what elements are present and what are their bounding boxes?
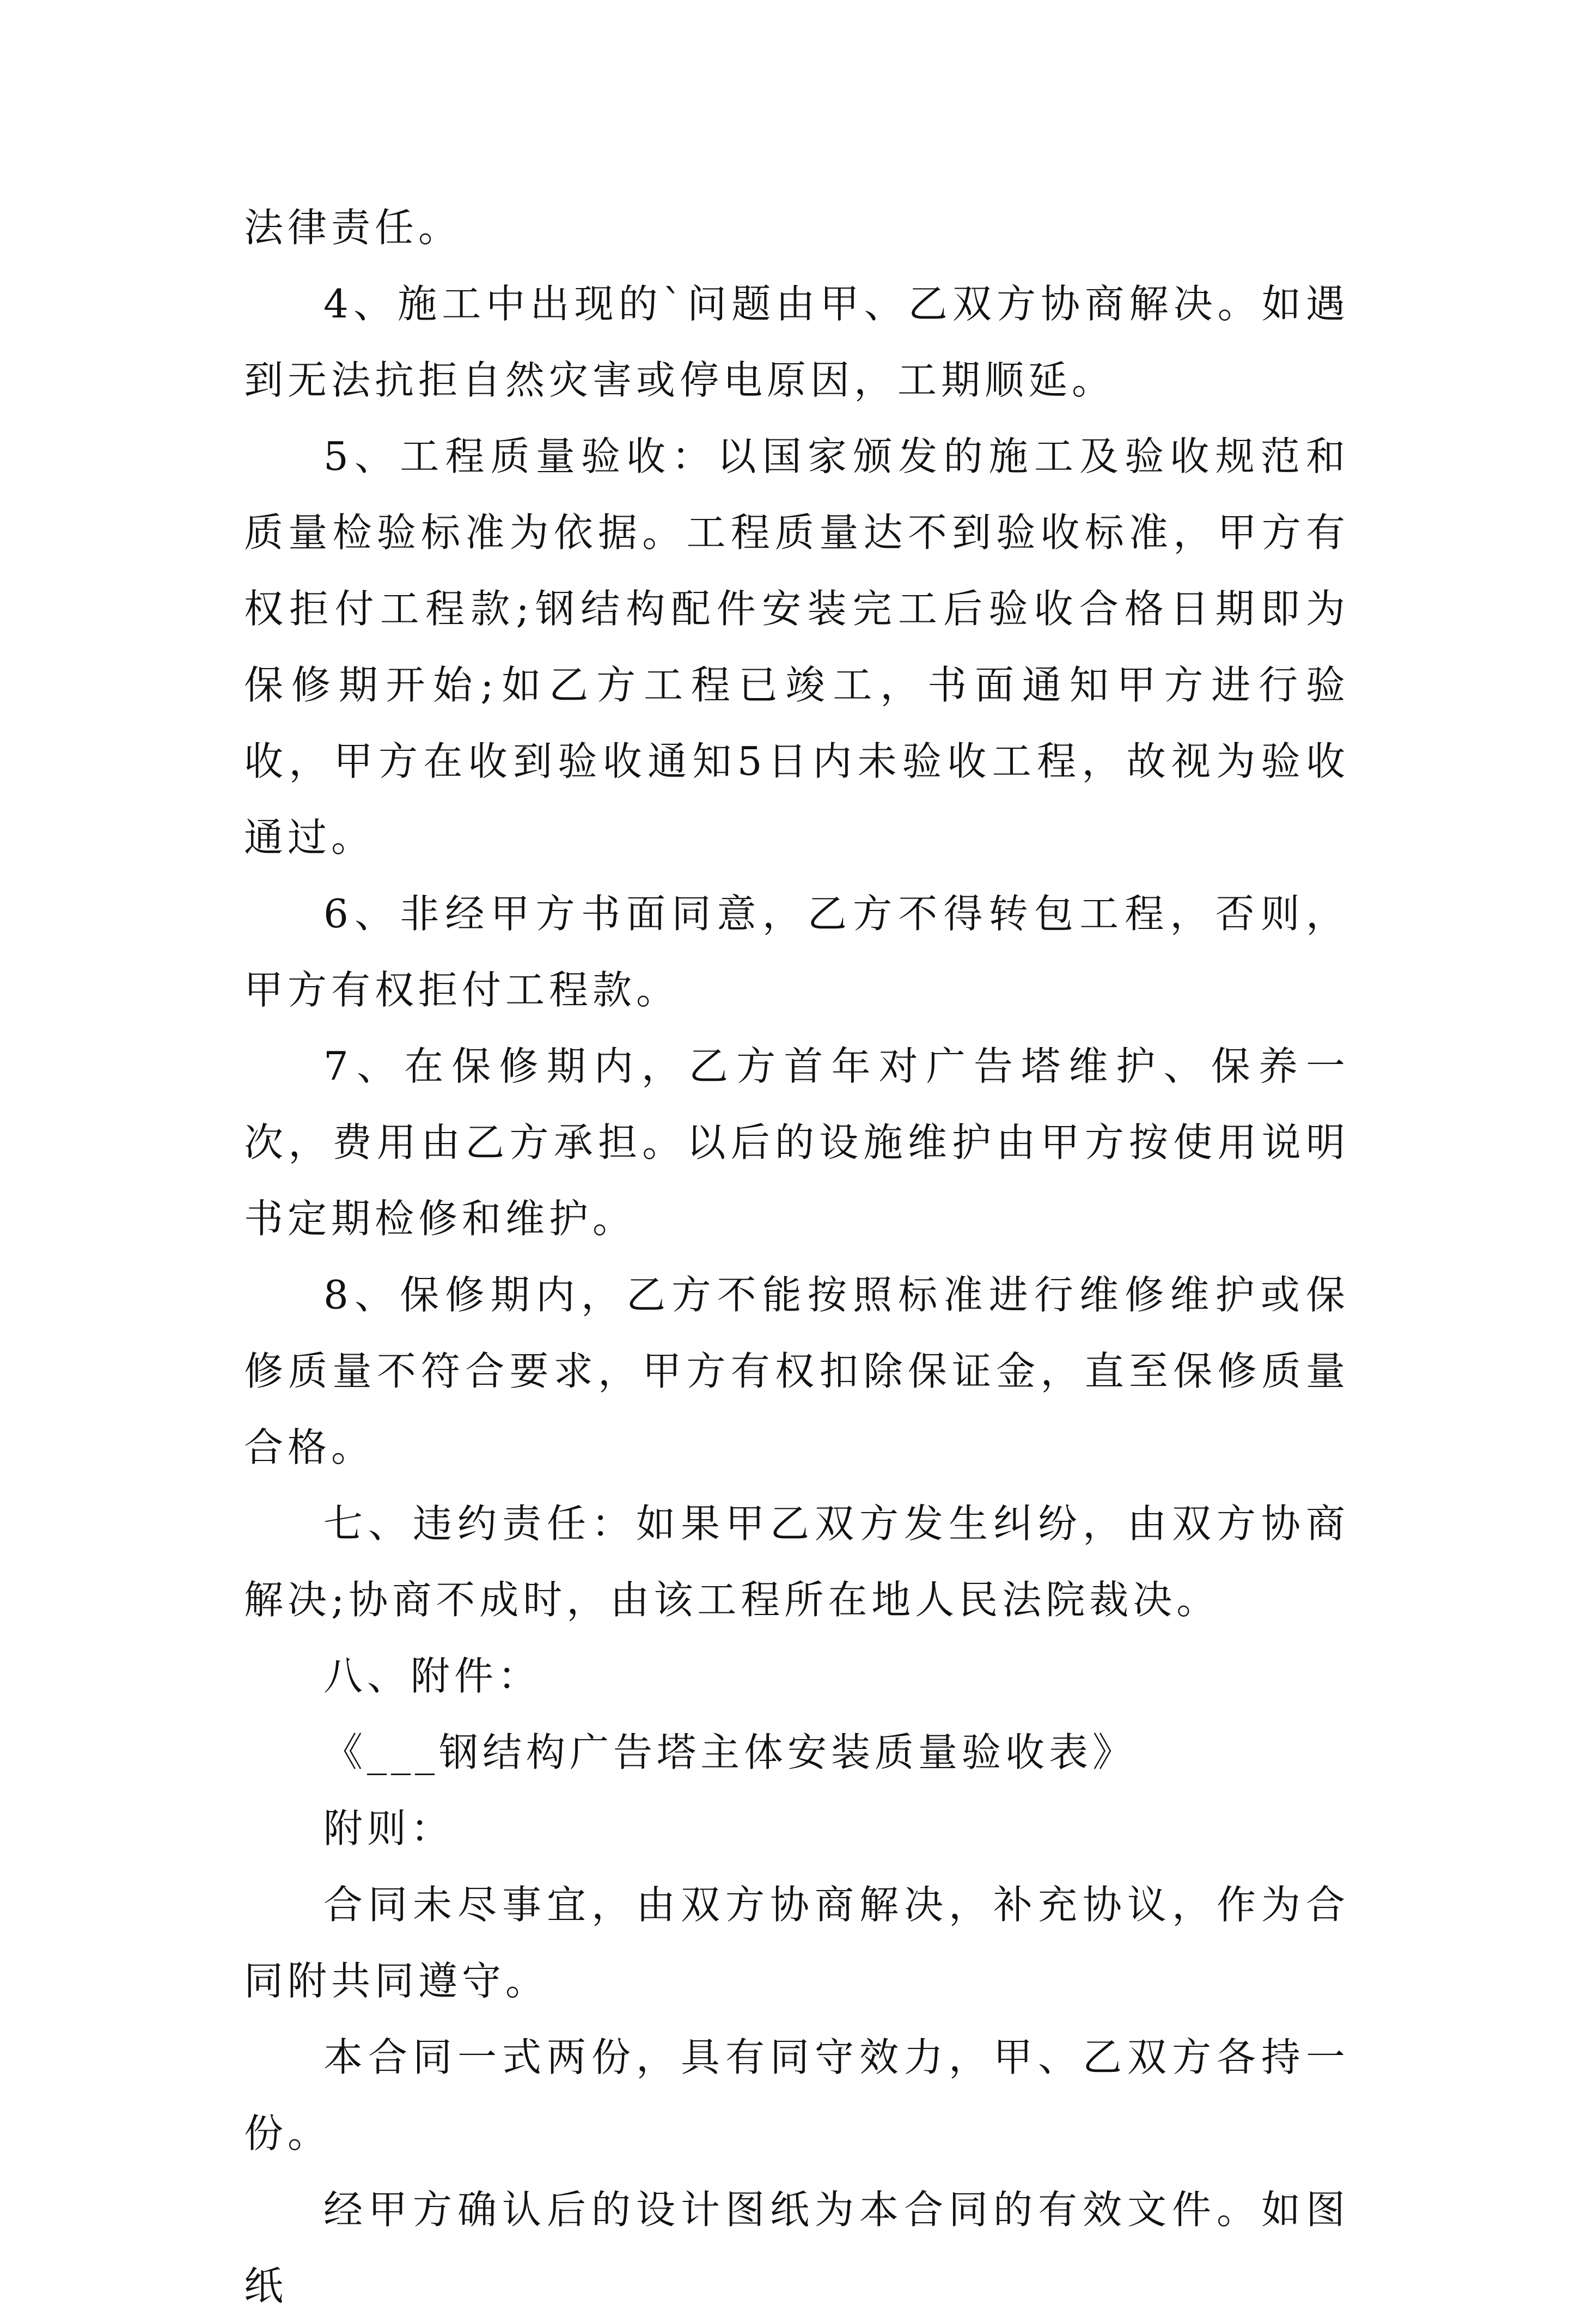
paragraph-clause-5: 5、工程质量验收：以国家颁发的施工及验收规范和质量检验标准为依据。工程质量达不到验收标准，甲方有权拒付工程款;钢结构配件安装完工后验收合格日期即为保修期开始;如乙方工程已竣工，书面通知甲方进行验收，甲方在收到验收通知5日内未验收工程，故视为验收通过。: [244, 433, 1349, 860]
paragraph-clause-8: 8、保修期内，乙方不能按照标准进行维修维护或保修质量不符合要求，甲方有权扣除保证金，直至保修质量合格。: [244, 1272, 1349, 1470]
paragraph-clause-7: 7、在保修期内，乙方首年对广告塔维护、保养一次，费用由乙方承担。以后的设施维护由甲方按使用说明书定期检修和维护。: [244, 1043, 1349, 1241]
paragraph-attachments-heading: 八、附件：: [323, 1653, 542, 1699]
document-body: [244, 189, 1349, 2324]
paragraph-clause-6: 6、非经甲方书面同意，乙方不得转包工程，否则，甲方有权拒付工程款。: [244, 891, 1349, 1013]
paragraph-supplementary-heading: 附则：: [323, 1806, 455, 1851]
paragraph-legal-liability: 法律责任。: [244, 205, 462, 250]
paragraph-copies: 本合同一式两份，具有同守效力，甲、乙双方各持一份。: [244, 2034, 1349, 2156]
paragraph-breach-liability: 七、违约责任：如果甲乙双方发生纠纷，由双方协商解决;协商不成时，由该工程所在地人民法院裁决。: [244, 1501, 1349, 1623]
paragraph-unresolved-matters: 合同未尽事宜，由双方协商解决，补充协议，作为合同附共同遵守。: [244, 1882, 1349, 2004]
paragraph-attachment-title: 《___钢结构广告塔主体安装质量验收表》: [323, 1729, 1137, 1775]
paragraph-design-drawings: 经甲方确认后的设计图纸为本合同的有效文件。如图纸: [244, 2187, 1349, 2309]
paragraph-clause-4: 4、施工中出现的`问题由甲、乙双方协商解决。如遇到无法抗拒自然灾害或停电原因，工期顺延。: [244, 281, 1349, 403]
